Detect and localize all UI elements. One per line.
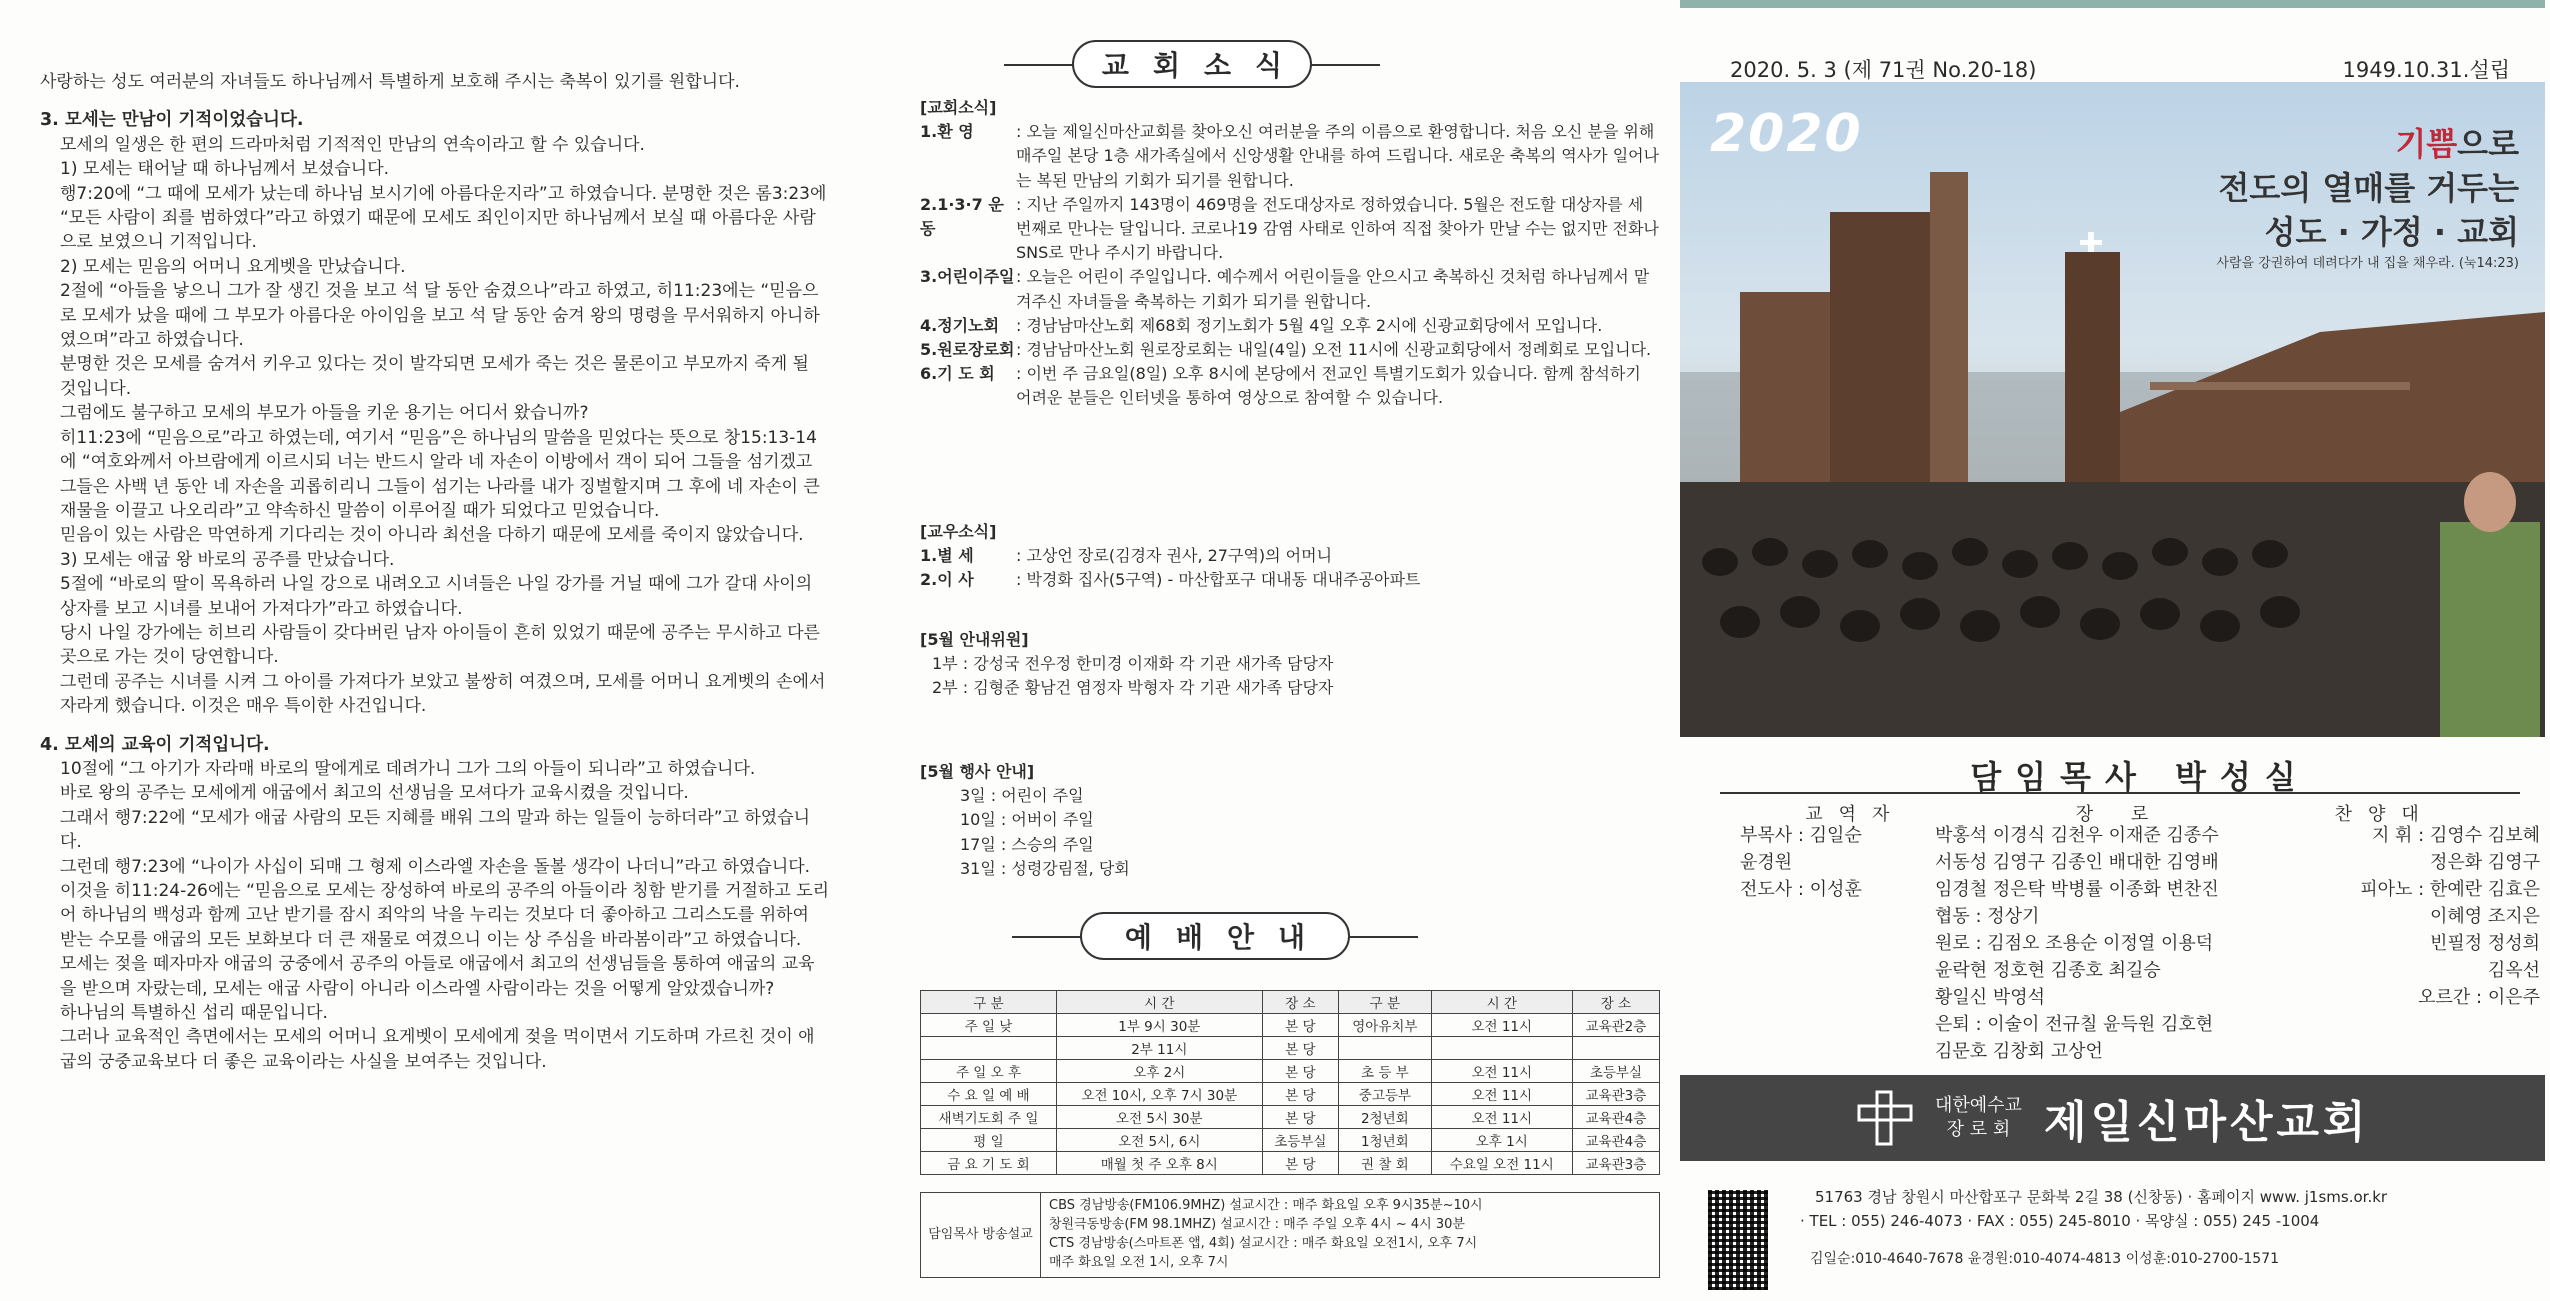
news-column: [900, 0, 1665, 1301]
table-cell: 초등부실: [1262, 1129, 1338, 1152]
table-cell: 오후 2시: [1056, 1060, 1262, 1083]
table-cell: 본 당: [1262, 1152, 1338, 1175]
news-list: [920, 120, 1660, 410]
table-row: [921, 1083, 1660, 1106]
worship-title: 예배안내: [1080, 912, 1350, 960]
news-item-value: : 이번 주 금요일(8일) 오후 8시에 본당에서 전교인 특별기도회가 있습니다. 함께 참석하기 어려운 분들은 인터넷을 통하여 영상으로 참여할 수 있습니다.: [1016, 364, 1641, 408]
table-header-cell: 장 소: [1262, 991, 1338, 1014]
table-cell: 새벽기도회 주 일: [921, 1106, 1057, 1129]
news-section: [920, 96, 1660, 411]
denomination: [1935, 1094, 2022, 1142]
sermon-paragraph: 이것을 히11:24-26에는 “믿음으로 모세는 장성하여 바로의 공주의 아들이라 칭함 받기를 거절하고 도리어 하나님의 백성과 함께 고난 받기를 잠시 죄악의 낙을 누리는 것보다 더 좋아하고 그리스도를 위하여 받는 수모를 애굽의 모든 보화보다 더 큰 재물로 여겼으니 이는 상 주심을 바라봄이라”고 하였습니다.: [60, 881, 830, 950]
sermon-column: [40, 0, 830, 1301]
choir-list: [2280, 822, 2540, 1011]
church-photo: [1680, 82, 2545, 737]
news-title: 교회소식: [1072, 40, 1312, 88]
events-label: [5월 행사 안내]: [920, 762, 1035, 781]
slogan-joy: 기쁨: [2395, 125, 2458, 163]
guide-section: [920, 628, 1660, 701]
sermon-heading: 3. 모세는 만남이 기적이었습니다.: [40, 110, 304, 131]
address-line: 51763 경남 창원시 마산합포구 문화북 2길 38 (신창동) · 홈페이지 www. j1sms.or.kr: [1815, 1188, 2388, 1206]
table-cell: 매월 첫 주 오후 8시: [1056, 1152, 1262, 1175]
table-cell: 오전 11시: [1431, 1060, 1572, 1083]
church-name: 제일신마산교회: [2043, 1097, 2370, 1148]
choir-item: 김옥선: [2487, 960, 2540, 981]
elder-item: 서동성 김영구 김종인 배대한 김영배: [1935, 852, 2219, 873]
events-section: [920, 760, 1660, 881]
table-cell: 본 당: [1262, 1083, 1338, 1106]
table-cell: 주 일 오 후: [921, 1060, 1057, 1083]
broadcast-list: [1041, 1193, 1659, 1277]
choir-item: 지 휘 : 김영수 김보혜: [2371, 825, 2540, 846]
sermon-paragraph: 5절에 “바로의 딸이 목욕하러 나일 강으로 내려오고 시녀들은 나일 강가를 거닐 때에 그가 갈대 사이의 상자를 보고 시녀를 보내어 가져다가”라고 하였습니다.: [60, 574, 813, 619]
staff-phones: 김일순:010-4640-7678 윤경원:010-4074-4813 이성훈:010-2700-1571: [1810, 1251, 2280, 1267]
sermon-paragraph: 그런데 공주는 시녀를 시켜 그 아이를 가져다가 보았고 불쌍히 여겼으며, 모세를 어머니 요게벳의 손에서 자라게 했습니다. 이것은 매우 특이한 사건입니다.: [60, 671, 826, 717]
sermon-paragraph: 믿음이 있는 사람은 막연하게 기다리는 것이 아니라 최선을 다하기 때문에 모세를 죽이지 않았습니다.: [60, 525, 804, 546]
senior-pastor: 담임목사 박성실: [1970, 758, 2310, 796]
event-item: 31일 : 성령강림절, 당회: [960, 858, 1130, 878]
table-header-cell: 시 간: [1431, 991, 1572, 1014]
slogan-verse: 사람을 강권하여 데려다가 내 집을 채우라. (눅14:23): [2216, 256, 2519, 271]
elder-item: 박홍석 이경식 김천우 이재준 김종수: [1935, 825, 2219, 846]
table-row: [921, 1152, 1660, 1175]
news-item: [920, 120, 1660, 193]
news-item: [920, 265, 1660, 313]
table-row: [921, 1129, 1660, 1152]
sermon-paragraph: 분명한 것은 모세를 숨겨서 키우고 있다는 것이 발각되면 모세가 죽는 것은 물론이고 부모까지 죽게 될 것입니다.: [60, 354, 809, 399]
table-row: [921, 1106, 1660, 1129]
sermon-paragraph: 히11:23에 “믿음으로”라고 하였는데, 여기서 “믿음”은 하나님의 말씀을 믿었다는 뜻으로 창15:13-14에 “여호와께서 아브람에게 이르시되 너는 반드시 알라 네 자손이 이방에서 객이 되어 그들을 섬기겠고 그들은 사백 년 동안 네 자손을 괴롭히리니 그들이 섬기는 나라를 내가 징벌할지며 그 후에 네 자손이 큰 재물을 이끌고 나오리라”고 약속하신 말씀이 이루어질 때가 되었다고 믿었습니다.: [60, 427, 820, 521]
table-cell: 오전 5시, 6시: [1056, 1129, 1262, 1152]
elder-item: 황일신 박영석: [1935, 987, 2046, 1008]
table-cell: 금 요 기 도 회: [921, 1152, 1057, 1175]
slogan-line2: 전도의 열매를 거두는: [2218, 169, 2519, 207]
table-cell: 영아유치부: [1339, 1014, 1432, 1037]
choir-item: 정은화 김영구: [2429, 852, 2540, 873]
table-cell: 교육관3층: [1572, 1152, 1659, 1175]
table-cell: 오전 11시: [1431, 1014, 1572, 1037]
news-item-key: 6.기 도 회: [920, 364, 995, 384]
table-cell: 오전 10시, 오후 7시 30분: [1056, 1083, 1262, 1106]
news-item-value: : 경남남마산노회 제68회 정기노회가 5월 4일 오후 2시에 신광교회당에서 모입니다.: [1016, 315, 1603, 335]
choir-item: 피아노 : 한예란 김효은: [2360, 879, 2540, 900]
table-cell: 본 당: [1262, 1014, 1338, 1037]
sermon-paragraph: 그럼에도 불구하고 모세의 부모가 아들을 키운 용기는 어디서 왔습니까?: [60, 403, 589, 424]
news-item-key: 2.1·3·7 운동: [920, 194, 1004, 239]
elder-item: 윤락현 정호현 김종호 최길승: [1935, 960, 2161, 981]
sermon-paragraph: 2) 모세는 믿음의 어머니 요게벳을 만났습니다.: [60, 256, 406, 277]
table-cell: 중고등부: [1339, 1083, 1432, 1106]
table-cell: [1572, 1037, 1659, 1060]
elder-item: 은퇴 : 이술이 전규칠 윤득원 김호현: [1935, 1014, 2214, 1035]
member-item-key: 1.별 세: [920, 546, 974, 566]
year-text: 2020: [1710, 104, 1863, 164]
elder-item: 김문호 김창회 고상언: [1935, 1041, 2103, 1062]
event-item: 3일 : 어린이 주일: [960, 786, 1084, 806]
ministers-list: [1740, 822, 1940, 903]
minister-item: 전도사 : 이성훈: [1740, 879, 1862, 900]
table-cell: [1431, 1037, 1572, 1060]
sermon-heading: 4. 모세의 교육이 기적입니다.: [40, 734, 270, 755]
minister-item: 윤경원: [1740, 852, 1793, 873]
choir-item: 이혜영 조지은: [2429, 906, 2540, 927]
minister-item: 부목사 : 김일순: [1740, 825, 1862, 846]
table-cell: 1청년회: [1339, 1129, 1432, 1152]
slogan-line3: 성도 · 가정 · 교회: [2264, 213, 2519, 251]
sermon-paragraph: 3) 모세는 애굽 왕 바로의 공주를 만났습니다.: [60, 549, 395, 570]
founded-date: 1949.10.31.설립: [2342, 58, 2510, 82]
sermon-paragraph: 1) 모세는 태어날 때 하나님께서 보셨습니다.: [60, 159, 390, 180]
member-item: [920, 568, 1660, 592]
worship-table: [920, 990, 1660, 1175]
table-row: [921, 1060, 1660, 1083]
member-item-value: : 고상언 장로(김경자 권사, 27구역)의 어머니: [1016, 546, 1333, 566]
broadcast-item: 매주 화요일 오전 1시, 오후 7시: [1049, 1255, 1229, 1270]
table-cell: 수 요 일 예 배: [921, 1083, 1057, 1106]
staff-heading: 찬양대: [2334, 804, 2435, 825]
top-bar: [1680, 0, 2545, 8]
table-header-cell: 시 간: [1056, 991, 1262, 1014]
sermon-paragraph: 모세의 일생은 한 편의 드라마처럼 기적적인 만남의 연속이라고 할 수 있습니다.: [60, 134, 645, 155]
member-item: [920, 544, 1660, 568]
slogan-line1: 으로: [2457, 125, 2519, 163]
table-header-cell: 장 소: [1572, 991, 1659, 1014]
staff-heading: 교역자: [1805, 804, 1906, 825]
table-cell: [921, 1037, 1057, 1060]
table-cell: 교육관4층: [1572, 1129, 1659, 1152]
choir-item: 빈필정 정성희: [2429, 933, 2540, 954]
table-cell: [1339, 1037, 1432, 1060]
member-section: [920, 520, 1660, 593]
broadcast-item: CTS 경남방송(스마트폰 앱, 4회) 설교시간 : 매주 화요일 오전1시, 오후 7시: [1049, 1236, 1478, 1251]
news-item: [920, 338, 1660, 362]
table-cell: 오전 11시: [1431, 1083, 1572, 1106]
table-cell: 오후 1시: [1431, 1129, 1572, 1152]
broadcast-label: 담임목사 방송설교: [921, 1193, 1041, 1277]
sermon-paragraph: 그래서 행7:22에 “모세가 애굽 사람의 모든 지혜를 배워 그의 말과 하는 일들이 능하더라”고 하였습니다.: [60, 807, 811, 853]
worship-table-head: [921, 991, 1660, 1014]
table-cell: 2부 11시: [1056, 1037, 1262, 1060]
news-item-key: 5.원로장로회: [920, 340, 1015, 360]
news-item: [920, 314, 1660, 338]
church-banner: [1680, 1075, 2545, 1161]
table-cell: 권 찰 회: [1339, 1152, 1432, 1175]
news-item-value: : 지난 주일까지 143명이 469명을 전도대상자로 정하였습니다. 5월은 전도할 대상자를 세 번째로 만나는 달입니다. 코로나19 감염 사태로 인하여 직접 찾아가 만날 수는 없지만 전화나 SNS로 만나 주시기 바랍니다.: [1016, 194, 1659, 263]
event-item: 17일 : 스승의 주일: [960, 834, 1094, 854]
table-cell: 본 당: [1262, 1037, 1338, 1060]
sermon-paragraph: 10절에 “그 아기가 자라매 바로의 딸에게로 데려가니 그가 그의 아들이 되니라”고 하였습니다.: [60, 758, 756, 779]
church-logo-icon: [1855, 1088, 1915, 1148]
table-header-cell: 구 분: [1339, 991, 1432, 1014]
table-row: [921, 1037, 1660, 1060]
sermon-paragraph: 바로 왕의 공주는 모세에게 애굽에서 최고의 선생님을 모셔다가 교육시켰을 것입니다.: [60, 783, 689, 804]
events-list: [920, 784, 1660, 881]
sermon-paragraph: 사랑하는 성도 여러분의 자녀들도 하나님께서 특별하게 보호해 주시는 축복이 있기를 원합니다.: [40, 72, 740, 92]
denomination-line1: 대한예수교: [1935, 1095, 2022, 1116]
guide-list: [920, 652, 1660, 700]
member-item-key: 2.이 사: [920, 570, 974, 590]
table-cell: 교육관2층: [1572, 1014, 1659, 1037]
guide-label: [5월 안내위원]: [920, 630, 1029, 649]
broadcast-item: CBS 경남방송(FM106.9MHZ) 설교시간 : 매주 화요일 오후 9시35분~10시: [1049, 1198, 1483, 1213]
sermon-paragraph: 2절에 “아들을 낳으니 그가 잘 생긴 것을 보고 석 달 동안 숨겼으나”라고 하였고, 히11:23에는 “믿음으로 모세가 났을 때에 그 부모가 아름다운 아이임을 보고 석 달 동안 숨겨 왕의 명령을 무서워하지 아니하였으며”라고 하였습니다.: [60, 281, 820, 351]
member-item-value: : 박경화 집사(5구역) - 마산합포구 대내동 대내주공아파트: [1016, 570, 1421, 590]
choir-item: 오르간 : 이은주: [2418, 987, 2540, 1008]
issue-number: 2020. 5. 3 (제 71권 No.20-18): [1730, 58, 2037, 82]
slogan: [2216, 122, 2519, 274]
news-item: [920, 362, 1660, 410]
news-item-value: : 경남남마산노회 원로장로회는 내일(4일) 오전 11시에 신광교회당에서 정례회로 모입니다.: [1016, 340, 1652, 360]
staff-header: [1720, 792, 2520, 826]
issue-line: [1730, 54, 2510, 84]
table-cell: 오전 5시 30분: [1056, 1106, 1262, 1129]
guide-item: 2부 : 김형준 황남건 염정자 박형자 각 기관 새가족 담당자: [932, 678, 1334, 698]
news-item-value: : 오늘 제일신마산교회를 찾아오신 여러분을 주의 이름으로 환영합니다. 처음 오신 분을 위해 매주일 본당 1층 새가족실에서 신앙생활 안내를 하여 드립니다. 새로운 축복의 역사가 일어나는 복된 만남의 기회가 되기를 원합니다.: [1016, 122, 1660, 190]
sermon-paragraph: 하나님의 특별하신 섭리 때문입니다.: [60, 1003, 328, 1024]
table-cell: 본 당: [1262, 1106, 1338, 1129]
elder-item: 임경철 정은탁 박병률 이종화 변찬진: [1935, 879, 2219, 900]
table-cell: 교육관3층: [1572, 1083, 1659, 1106]
table-cell: 본 당: [1262, 1060, 1338, 1083]
denomination-line2: 장 로 회: [1946, 1119, 2011, 1140]
staff-heading: 장 로: [2075, 804, 2165, 825]
table-cell: 1부 9시 30분: [1056, 1014, 1262, 1037]
broadcast-item: 창원극동방송(FM 98.1MHZ) 설교시간 : 매주 주일 오후 4시 ~ 4시 30분: [1049, 1217, 1465, 1232]
elders-list: [1935, 822, 2305, 1065]
contact-line: · TEL : 055) 246-4073 · FAX : 055) 245-8010 · 목양실 : 055) 245 -1004: [1800, 1212, 2320, 1230]
elder-item: 협동 : 정상기: [1935, 906, 2040, 927]
worship-table-body: [921, 1014, 1660, 1175]
news-item-value: : 오늘은 어린이 주일입니다. 예수께서 어린이들을 안으시고 축복하신 것처럼 하나님께서 맡겨주신 자녀들을 축복하는 기회가 되기를 원합니다.: [1016, 267, 1650, 311]
event-item: 10일 : 어버이 주일: [960, 810, 1094, 830]
table-cell: 교육관4층: [1572, 1106, 1659, 1129]
table-cell: 평 일: [921, 1129, 1057, 1152]
table-header-cell: 구 분: [921, 991, 1057, 1014]
broadcast-box: [920, 1192, 1660, 1278]
table-cell: 초등부실: [1572, 1060, 1659, 1083]
cover-column: [1680, 0, 2545, 1301]
news-label: [교회소식]: [920, 98, 997, 117]
guide-item: 1부 : 강성국 전우정 한미경 이재화 각 기관 새가족 담당자: [932, 654, 1334, 674]
news-item-key: 1.환 영: [920, 122, 974, 142]
table-cell: 주 일 낮: [921, 1014, 1057, 1037]
sermon-paragraph: 그러나 교육적인 측면에서는 모세의 어머니 요게벳이 모세에게 젖을 먹이면서 기도하며 가르친 것이 애굽의 궁중교육보다 더 좋은 교육이라는 사실을 보여주는 것입니다.: [60, 1027, 815, 1072]
sermon-paragraph: 모세는 젖을 떼자마자 애굽의 궁중에서 공주의 아들로 애굽에서 최고의 선생님들을 통하여 애굽의 교육을 받으며 자랐는데, 모세는 애굽 사람이 아니라 이스라엘 사람이라는 것을 어떻게 알았겠습니까?: [60, 954, 815, 999]
address-block: [1680, 1185, 2545, 1271]
elder-item: 원로 : 김점오 조용순 이정열 이용덕: [1935, 933, 2214, 954]
news-item: [920, 193, 1660, 266]
news-item-key: 3.어린이주일: [920, 267, 1015, 287]
news-item-key: 4.정기노회: [920, 315, 1000, 335]
table-cell: 오전 11시: [1431, 1106, 1572, 1129]
sermon-paragraph: 그런데 행7:23에 “나이가 사십이 되매 그 형제 이스라엘 자손을 돌볼 생각이 나더니”라고 하였습니다.: [60, 856, 811, 877]
sermon-paragraph: 당시 나일 강가에는 히브리 사람들이 갖다버린 남자 아이들이 흔히 있었기 때문에 공주는 무시하고 다른 곳으로 가는 것이 당연합니다.: [60, 622, 820, 668]
member-list: [920, 544, 1660, 592]
table-cell: 수요일 오전 11시: [1431, 1152, 1572, 1175]
member-label: [교우소식]: [920, 522, 997, 541]
sermon-paragraph: 행7:20에 “그 때에 모세가 났는데 하나님 보시기에 아름다운지라”고 하였습니다. 분명한 것은 롬3:23에 “모든 사람이 죄를 범하였다”라고 하였기 때문에 모세도 죄인이지만 하나님께서 보실 때 아름다운 사람으로 보였으니 기적입니다.: [60, 183, 827, 253]
table-cell: 2청년회: [1339, 1106, 1432, 1129]
table-cell: 초 등 부: [1339, 1060, 1432, 1083]
table-row: [921, 1014, 1660, 1037]
